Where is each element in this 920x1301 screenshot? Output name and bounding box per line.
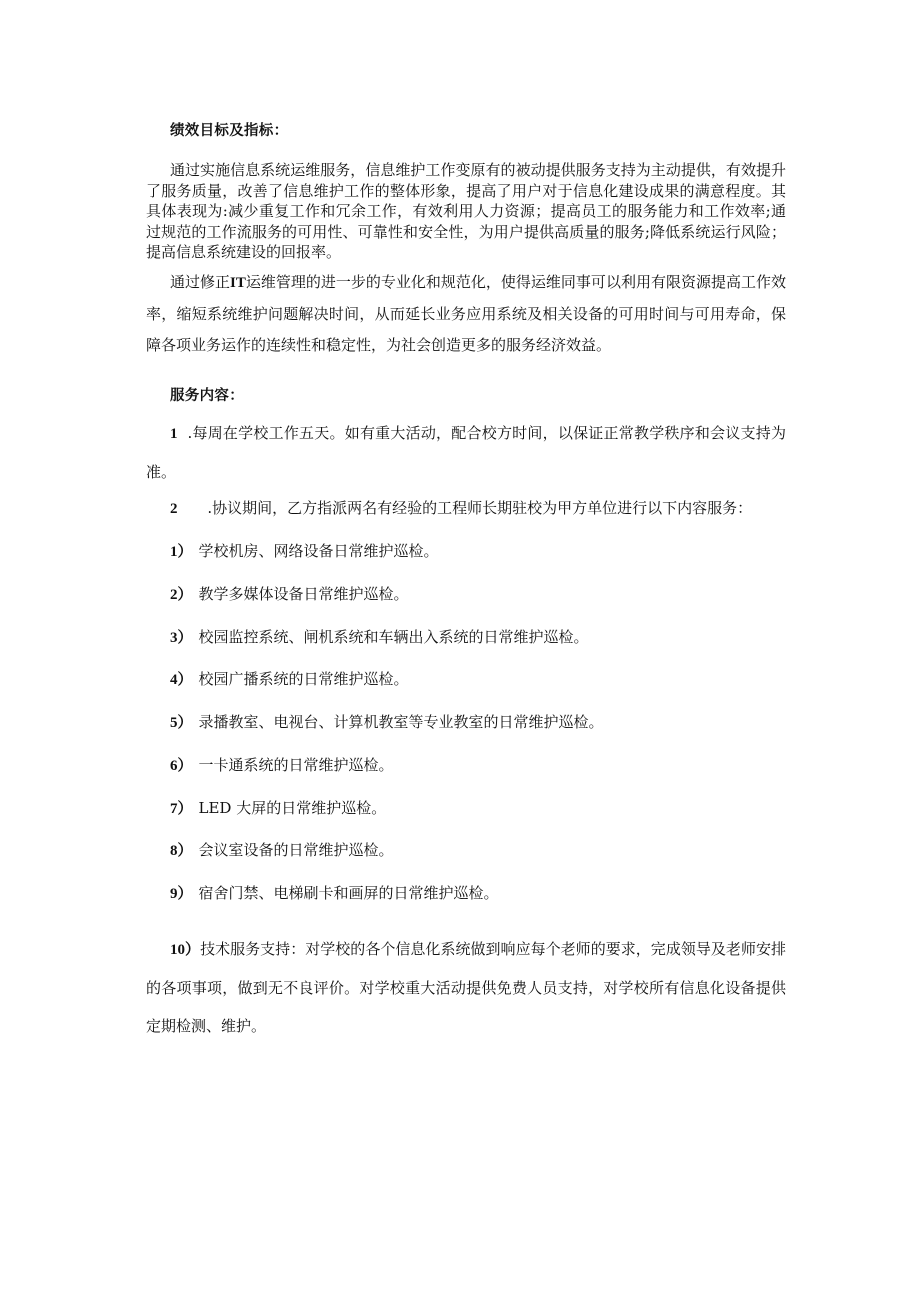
list-item-text: 录播教室、电视台、计算机教室等专业教室的日常维护巡检。 xyxy=(198,713,604,731)
list-item-text: 会议室设备的日常维护巡检。 xyxy=(198,841,394,859)
list-item xyxy=(170,797,386,818)
list-item-number: 6） xyxy=(170,758,193,774)
goals-paragraph-2-it: IT xyxy=(230,275,246,291)
list-item-text: 校园监控系统、闸机系统和车辆出入系统的日常维护巡检。 xyxy=(198,628,589,646)
goals-paragraph-2-pre: 通过修正 xyxy=(170,273,231,291)
service-point-1 xyxy=(146,414,786,491)
list-item-number: 3） xyxy=(170,630,193,646)
list-item-text: LED 大屏的日常维护巡检。 xyxy=(198,799,387,817)
service-heading: 服务内容： xyxy=(170,388,244,404)
list-item xyxy=(170,754,394,775)
list-item-number: 7） xyxy=(170,801,193,817)
service-point-10 xyxy=(146,930,786,1045)
list-item-number: 9） xyxy=(170,886,193,902)
goals-paragraph-2-post: 运维管理的进一步的专业化和规范化，使得运维同事可以利用有限资源提高工作效率，缩短系统维护问题解决时间，从而延长业务应用系统及相关设备的可用时间与可用寿命，保障各项业务运作的连续性和稳定性，为社会创造更多的服务经济效益。 xyxy=(146,273,786,354)
list-item-number: 5） xyxy=(170,715,193,731)
goals-heading: 绩效目标及指标： xyxy=(170,123,289,139)
list-item xyxy=(170,668,409,689)
service-point-2-num: 2 xyxy=(170,501,178,517)
list-item-number: 4） xyxy=(170,672,193,688)
service-point-2-text: .协议期间，乙方指派两名有经验的工程师长期驻校为甲方单位进行以下内容服务： xyxy=(207,499,753,517)
service-point-10-text: 技术服务支持：对学校的各个信息化系统做到响应每个老师的要求，完成领导及老师安排的各项事项，做到无不良评价。对学校重大活动提供免费人员支持，对学校所有信息化设备提供定期检测、维护。 xyxy=(146,940,786,1035)
service-point-1-num: 1 xyxy=(170,426,178,442)
list-item xyxy=(170,626,589,647)
list-item-text: 宿舍门禁、电梯刷卡和画屏的日常维护巡检。 xyxy=(198,884,499,902)
list-item-number: 8） xyxy=(170,843,193,859)
goals-paragraph-2 xyxy=(146,267,786,361)
goals-paragraph-1: 通过实施信息系统运维服务，信息维护工作变原有的被动提供服务支持为主动提供，有效提升了服务质量，改善了信息维护工作的整体形象，提高了用户对于信息化建设成果的满意程度。其具体表现为:减少重复工作和冗余工作，有效利用人力资源；提高员工的服务能力和工作效率;通过规范的工作流服务的可用性、可靠性和安全性，为用户提供高质量的服务;降低系统运行风险；提高信息系统建设的回报率。 xyxy=(146,161,786,261)
service-point-2 xyxy=(170,497,752,518)
list-item xyxy=(170,540,439,561)
list-item-text: 学校机房、网络设备日常维护巡检。 xyxy=(198,542,439,560)
service-point-10-num: 10） xyxy=(170,942,201,958)
list-item-text: 校园广播系统的日常维护巡检。 xyxy=(198,670,409,688)
service-point-1-text: .每周在学校工作五天。如有重大活动，配合校方时间，以保证正常教学秩序和会议支持为准。 xyxy=(146,424,786,481)
list-item xyxy=(170,882,499,903)
list-item xyxy=(170,839,394,860)
list-item-number: 1） xyxy=(170,544,193,560)
list-item xyxy=(170,711,604,732)
list-item-text: 教学多媒体设备日常维护巡检。 xyxy=(198,585,409,603)
list-item-text: 一卡通系统的日常维护巡检。 xyxy=(198,756,394,774)
list-item-number: 2） xyxy=(170,587,193,603)
list-item xyxy=(170,583,409,604)
